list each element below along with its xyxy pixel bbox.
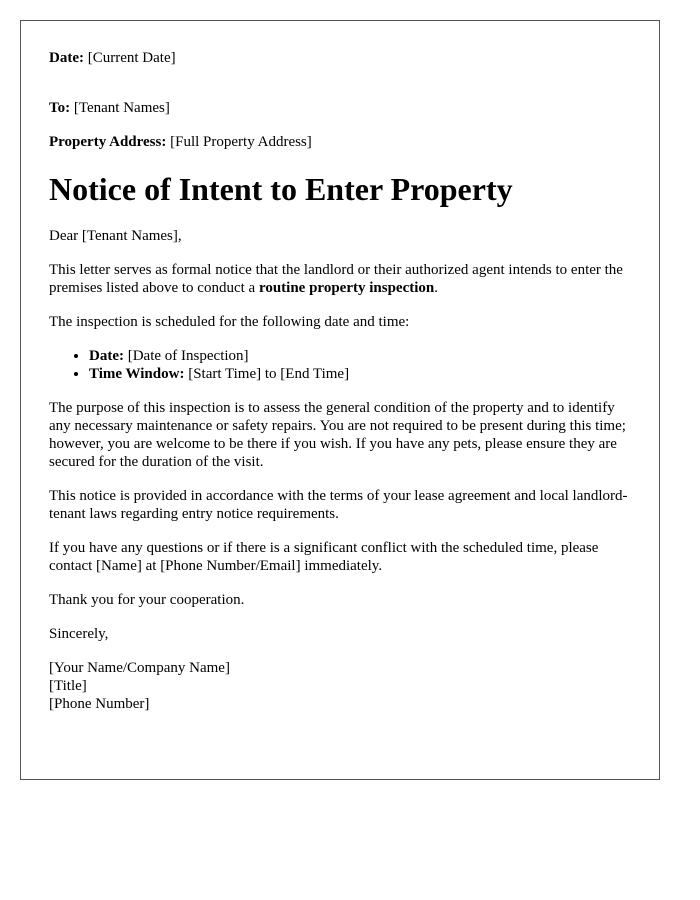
letter [20, 20, 660, 780]
detail-label: Time Window: [89, 366, 185, 382]
address-value: [Full Property Address] [170, 134, 312, 150]
address-label: Property Address: [49, 134, 167, 150]
inspection-details-list [49, 347, 631, 383]
thanks-paragraph: Thank you for your cooperation. [49, 592, 245, 608]
signature-title: [Title] [49, 678, 87, 694]
legal-paragraph: This notice is provided in accordance with the terms of your lease agreement and local landlord-tenant laws regarding entry notice requirements. [49, 488, 628, 522]
intro-bold: routine property inspection [258, 280, 435, 296]
purpose-paragraph: The purpose of this inspection is to assess the general condition of the property and to identify any necessary maintenance or safety repairs. You are not required to be present during this time; however, you are welcome to be there if you wish. If you have any pets, please ensure they are secured for the duration of the visit. [49, 400, 626, 470]
date-value: [Current Date] [87, 50, 176, 66]
detail-value: [Start Time] to [End Time] [188, 366, 350, 382]
intro-paragraph [49, 261, 631, 297]
questions-paragraph: If you have any questions or if there is a significant conflict with the scheduled time, please contact [Name] at [Phone Number/Email] immediately. [49, 540, 599, 574]
signature-name: [Your Name/Company Name] [49, 660, 230, 676]
signature-block [49, 659, 631, 713]
date-line [49, 49, 631, 67]
letter-title: Notice of Intent to Enter Property [49, 171, 513, 207]
schedule-intro: The inspection is scheduled for the following date and time: [49, 314, 410, 330]
to-line [49, 99, 631, 117]
to-value: [Tenant Names] [73, 100, 170, 116]
salutation: Dear [Tenant Names], [49, 228, 182, 244]
to-label: To: [49, 100, 71, 116]
detail-value: [Date of Inspection] [127, 348, 249, 364]
intro-text: This letter serves as formal notice that the landlord or their authorized agent intends to enter the premises listed above to conduct a [49, 262, 623, 296]
closing: Sincerely, [49, 626, 109, 642]
detail-label: Date: [89, 348, 124, 364]
detail-item-date [89, 347, 631, 365]
signature-phone: [Phone Number] [49, 696, 150, 712]
intro-end: . [434, 280, 438, 296]
detail-item-time-window [89, 365, 631, 383]
date-label: Date: [49, 50, 84, 66]
address-line [49, 133, 631, 151]
